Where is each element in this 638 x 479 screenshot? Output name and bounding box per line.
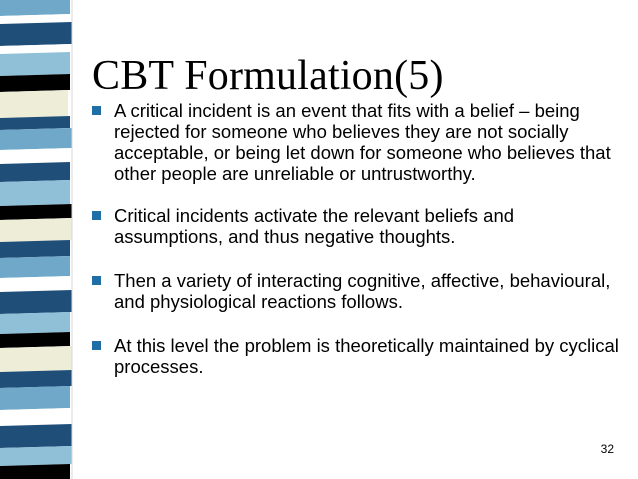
square-bullet-icon	[92, 276, 101, 285]
bullet-text: At this level the problem is theoretically maintained by cyclical processes.	[114, 335, 619, 377]
bullet-text: Critical incidents activate the relevant beliefs and assumptions, and thus negative thoughts.	[114, 205, 515, 247]
bullet-text: Then a variety of interacting cognitive, affective, behavioural, and physiological reactions follows.	[114, 270, 611, 312]
square-bullet-icon	[92, 211, 101, 220]
bullet-item	[92, 335, 622, 377]
decorative-stripe-border	[0, 0, 74, 479]
bullet-item	[92, 270, 622, 312]
square-bullet-icon	[92, 106, 101, 115]
square-bullet-icon	[92, 341, 101, 350]
slide-title: CBT Formulation(5)	[92, 53, 444, 99]
bullet-list	[92, 100, 622, 377]
bullet-item	[92, 205, 622, 247]
bullet-text: A critical incident is an event that fits with a belief – being rejected for someone who believes they are not socially acceptable, or being let down for someone who believes that other people are unreliable or untrustworthy.	[114, 100, 611, 184]
page-number: 32	[600, 442, 614, 456]
bullet-item	[92, 100, 622, 184]
